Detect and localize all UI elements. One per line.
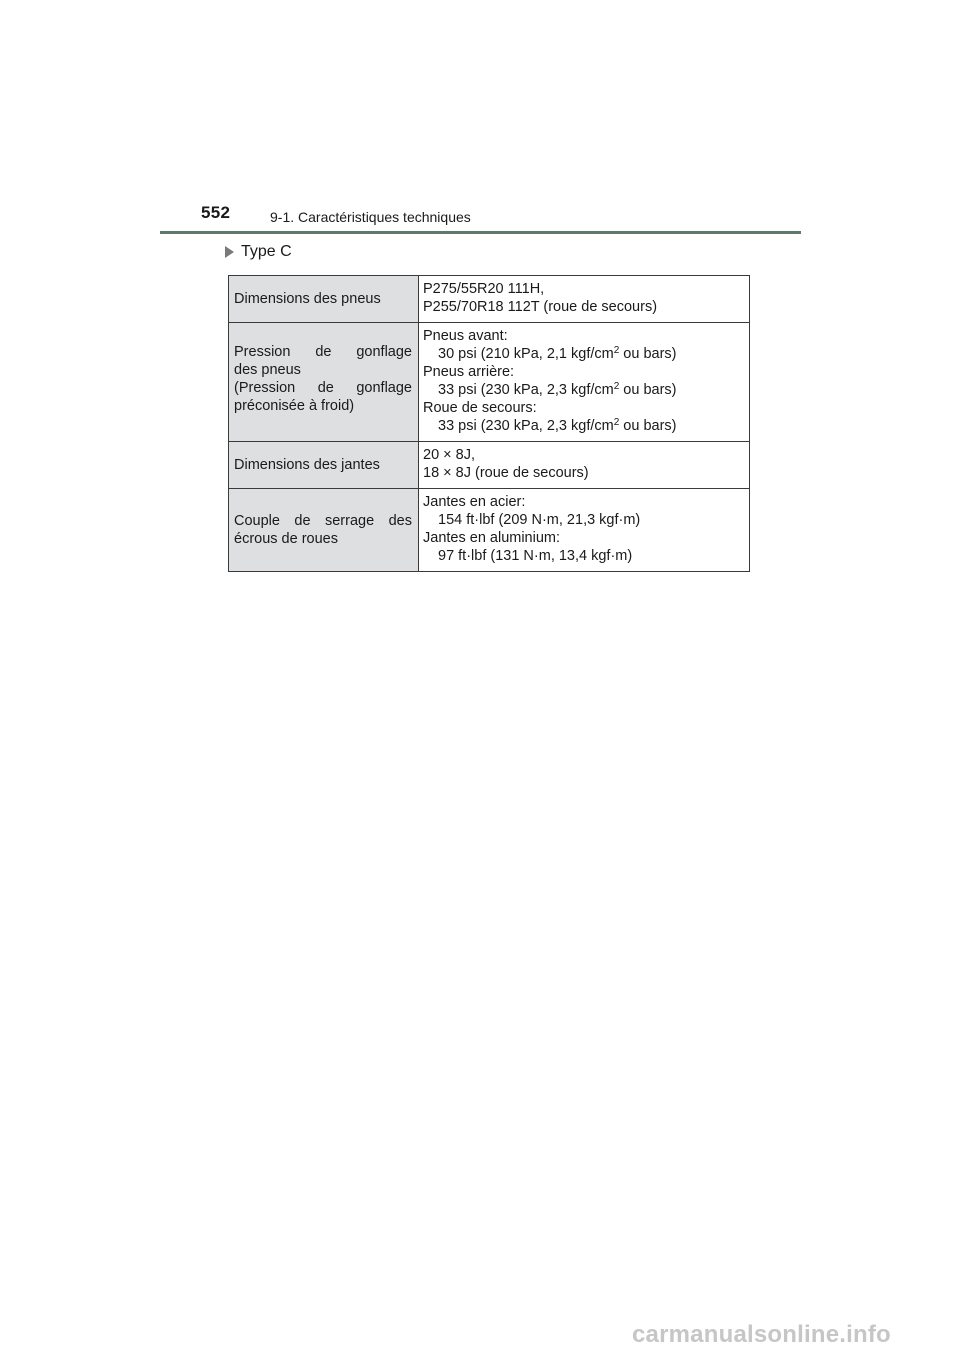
row-value <box>419 323 750 442</box>
value-line: P275/55R20 111H, <box>423 281 545 297</box>
label-line: Couple de serrage des <box>234 513 412 529</box>
row-value <box>419 489 750 572</box>
section-title: 9-1. Caractéristiques techniques <box>270 209 471 225</box>
value-line: Pneus avant: <box>423 328 508 344</box>
value-line: 154 ft·lbf (209 N·m, 21,3 kgf·m) <box>438 512 641 528</box>
value-line: Jantes en aluminium: <box>423 530 561 546</box>
label-line: (Pression de gonflage <box>234 380 412 396</box>
value-line: 18 × 8J (roue de secours) <box>423 465 589 481</box>
triangle-bullet-icon <box>225 246 234 258</box>
value-line: 33 psi (230 kPa, 2,3 kgf/$cm^2$ ou bars) <box>438 381 677 398</box>
subheading-text: Type C <box>241 243 292 260</box>
label-line: Pression de gonflage <box>234 344 412 360</box>
table-row <box>229 276 750 323</box>
value-line: Roue de secours: <box>423 400 537 416</box>
value-line: P255/70R18 112T (roue de secours) <box>423 299 658 315</box>
subheading <box>225 243 292 261</box>
value-line: 33 psi (230 kPa, 2,3 kgf/$cm^2$ ou bars) <box>438 417 677 434</box>
row-value <box>419 276 750 323</box>
table-row <box>229 489 750 572</box>
page-number: 552 <box>201 203 231 222</box>
label-line: préconisée à froid) <box>234 398 355 414</box>
value-line: Jantes en acier: <box>423 494 526 510</box>
watermark: carmanualsonline.info <box>632 1321 891 1348</box>
label-line: des pneus <box>234 362 301 378</box>
specifications-table <box>228 275 750 572</box>
header-rule <box>160 231 801 234</box>
value-line: 30 psi (210 kPa, 2,1 kgf/$cm^2$ ou bars) <box>438 345 677 362</box>
row-label: Dimensions des pneus <box>229 276 419 323</box>
row-label <box>229 489 419 572</box>
value-line: Pneus arrière: <box>423 364 515 380</box>
table-row <box>229 323 750 442</box>
label-line: écrous de roues <box>234 531 338 547</box>
row-value <box>419 442 750 489</box>
value-line: 20 × 8J, <box>423 447 475 463</box>
table-row <box>229 442 750 489</box>
row-label: Dimensions des jantes <box>229 442 419 489</box>
row-label <box>229 323 419 442</box>
value-line: 97 ft·lbf (131 N·m, 13,4 kgf·m) <box>438 548 633 564</box>
